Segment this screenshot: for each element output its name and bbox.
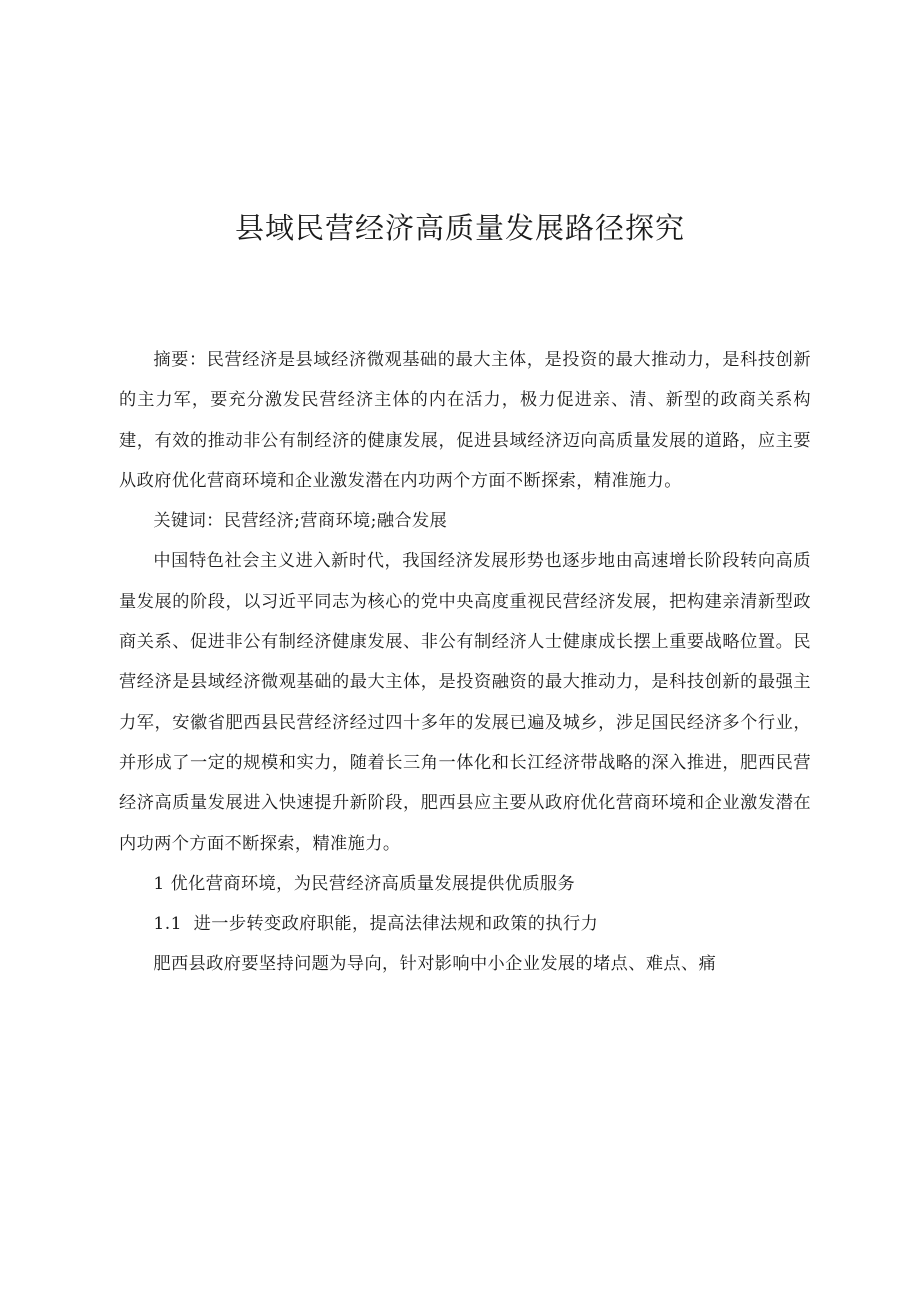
document-title: 县域民营经济高质量发展路径探究	[234, 211, 685, 245]
abstract-paragraph: 摘要：民营经济是县域经济微观基础的最大主体，是投资的最大推动力，是科技创新的主力军，要充分激发民营经济主体的内在活力，极力促进亲、清、新型的政商关系构建，有效的推动非公有制经济的健康发展，促进县域经济迈向高质量发展的道路，应主要从政府优化营商环境和企业激发潜在内功两个方面不断探索，精准施力。	[119, 350, 811, 491]
keywords-line: 关键词：民营经济;营商环境;融合发展	[153, 511, 448, 532]
document-body	[119, 340, 811, 985]
section-1-1-heading: 1.1 进一步转变政府职能，提高法律法规和政策的执行力	[153, 914, 599, 935]
intro-paragraph: 中国特色社会主义进入新时代，我国经济发展形势也逐步地由高速增长阶段转向高质量发展的阶段，以习近平同志为核心的党中央高度重视民营经济发展，把构建亲清新型政商关系、促进非公有制经济健康发展、非公有制经济人士健康成长摆上重要战略位置。民营经济是县域经济微观基础的最大主体，是投资融资的最大推动力，是科技创新的最强主力军，安徽省肥西县民营经济经过四十多年的发展已遍及城乡，涉足国民经济多个行业，并形成了一定的规模和实力，随着长三角一体化和长江经济带战略的深入推进，肥西民营经济高质量发展进入快速提升新阶段，肥西县应主要从政府优化营商环境和企业激发潜在内功两个方面不断探索，精准施力。	[119, 551, 811, 854]
section-1-heading: 1 优化营商环境，为民营经济高质量发展提供优质服务	[153, 873, 576, 894]
section-1-1-paragraph: 肥西县政府要坚持问题为导向，针对影响中小企业发展的堵点、难点、痛	[153, 954, 717, 975]
